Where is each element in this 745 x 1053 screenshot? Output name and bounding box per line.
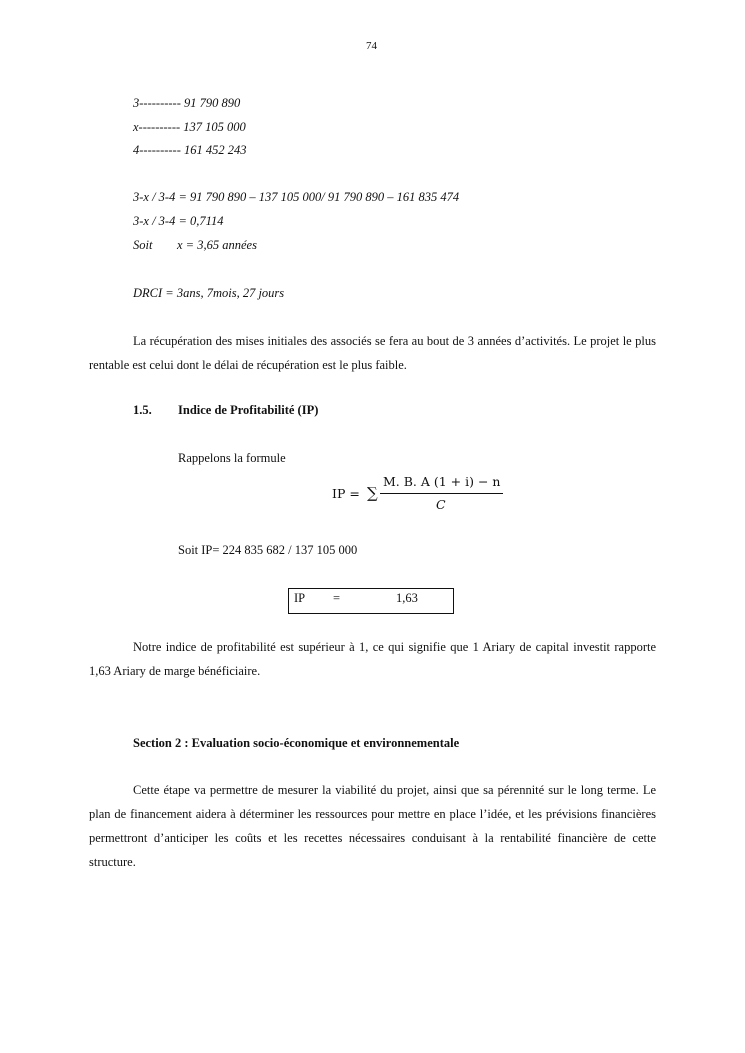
section-1-5-title: Indice de Profitabilité (IP)	[178, 403, 319, 417]
calc-line-3: 3---------- 91 790 890	[133, 96, 241, 110]
ip-result-box	[288, 588, 454, 614]
paragraph-indice: Notre indice de profitabilité est supérieur à 1, ce qui signifie que 1 Ariary de capital investit rapporte 1,63 Ariary de marge bénéficiaire.	[89, 640, 656, 678]
paragraph-etape: Cette étape va permettre de mesurer la viabilité du projet, ainsi que sa pérennité sur le long terme. Le plan de financement aidera à déterminer les ressources pour mettre en place l’idée, et les prévisions financières permettront d’anticiper les coûts et les recettes nécessaires conduisant à la rentabilité financière de cette structure.	[89, 783, 656, 869]
paragraph-recuperation: La récupération des mises initiales des associés se fera au bout de 3 années d’activités. Le projet le plus rentable est celui dont le délai de récupération est le plus faible.	[89, 334, 656, 372]
calc-line-4: 4---------- 161 452 243	[133, 143, 247, 157]
ratio-line-1: 3-x / 3-4 = 91 790 890 – 137 105 000/ 91 790 890 – 161 835 474	[133, 190, 460, 204]
page-number: 74	[366, 40, 377, 52]
soit-label: Soit	[133, 238, 153, 252]
formula-lhs: IP =	[332, 486, 360, 501]
calc-line-x: x---------- 137 105 000	[133, 120, 246, 134]
soit-value: x = 3,65 années	[177, 238, 257, 252]
section-2-title: Section 2 : Evaluation socio-économique et environnementale	[133, 736, 460, 750]
ip-result-label: IP	[294, 591, 306, 605]
formula-intro: Rappelons la formule	[178, 451, 286, 465]
ip-result-equals: =	[333, 591, 341, 605]
soit-ip-line: Soit IP= 224 835 682 / 137 105 000	[178, 543, 358, 557]
formula-numerator: M. B. A (1 + i) − n	[383, 474, 501, 489]
formula-sum-symbol: ∑	[367, 484, 378, 502]
section-1-5-number: 1.5.	[133, 403, 152, 417]
ratio-line-2: 3-x / 3-4 = 0,7114	[133, 214, 224, 228]
drci-line: DRCI = 3ans, 7mois, 27 jours	[133, 286, 285, 300]
formula-fraction-bar	[380, 493, 503, 494]
ip-result-value: 1,63	[396, 591, 418, 605]
formula-denominator: C	[436, 497, 446, 512]
